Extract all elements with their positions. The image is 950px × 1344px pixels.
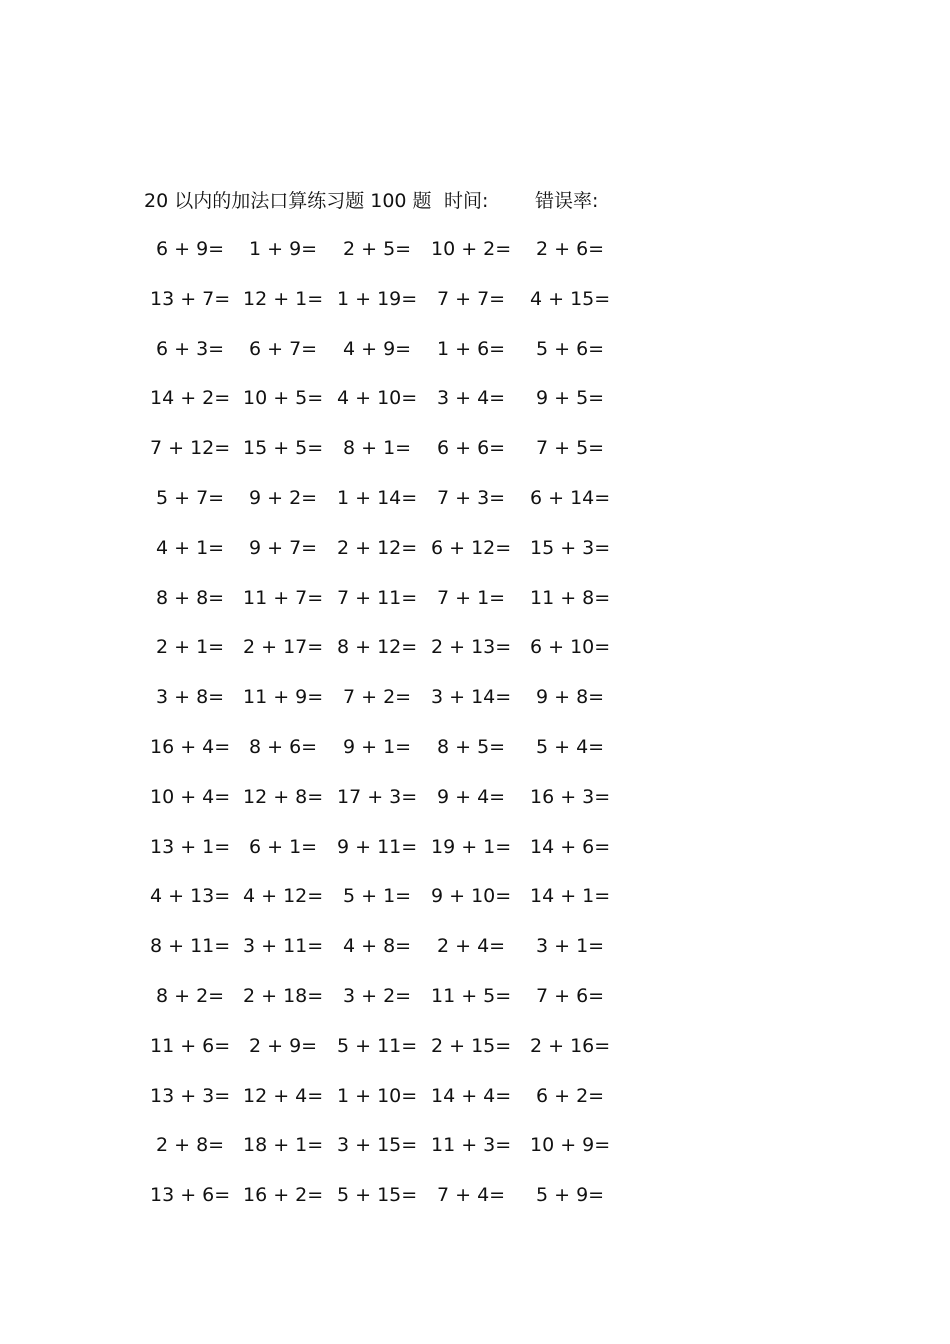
problem-item: 3 + 11= xyxy=(243,935,324,958)
problem-item: 2 + 13= xyxy=(431,636,512,659)
problem-item: 5 + 15= xyxy=(337,1184,418,1207)
problem-item: 3 + 15= xyxy=(337,1134,418,1157)
problem-item: 17 + 3= xyxy=(337,785,418,808)
problem-item: 11 + 5= xyxy=(431,985,512,1007)
problem-item: 6 + 9= xyxy=(156,238,225,260)
problem-item: 4 + 15= xyxy=(530,287,611,310)
problem-item: 4 + 1= xyxy=(156,536,225,559)
problem-row xyxy=(0,1031,950,1061)
problem-item: 15 + 3= xyxy=(530,536,611,559)
problem-item: 11 + 9= xyxy=(243,686,324,709)
problem-item: 13 + 6= xyxy=(150,1184,231,1207)
problem-item: 16 + 4= xyxy=(150,736,231,758)
problem-item: 6 + 10= xyxy=(530,636,611,659)
problem-item: 7 + 4= xyxy=(437,1184,506,1207)
problem-row xyxy=(0,284,950,314)
problem-item: 5 + 4= xyxy=(536,736,605,758)
problem-item: 8 + 2= xyxy=(156,985,225,1007)
problem-item: 1 + 14= xyxy=(337,487,418,509)
problem-item: 7 + 5= xyxy=(536,437,605,460)
problem-item: 5 + 7= xyxy=(156,487,225,509)
time-label: 时间: xyxy=(444,190,489,212)
problem-item: 2 + 4= xyxy=(437,935,506,958)
problem-item: 6 + 6= xyxy=(437,437,506,460)
problem-item: 9 + 4= xyxy=(437,785,506,808)
problem-item: 2 + 15= xyxy=(431,1034,512,1057)
problem-item: 4 + 10= xyxy=(337,387,418,410)
problem-item: 2 + 8= xyxy=(156,1134,225,1157)
problem-item: 8 + 8= xyxy=(156,586,225,609)
problem-item: 2 + 16= xyxy=(530,1034,611,1057)
problem-item: 16 + 2= xyxy=(243,1184,324,1207)
problem-item: 11 + 7= xyxy=(243,586,324,609)
problem-item: 9 + 2= xyxy=(249,487,318,509)
problem-row xyxy=(0,931,950,961)
problem-item: 5 + 9= xyxy=(536,1184,605,1207)
problem-item: 12 + 8= xyxy=(243,785,324,808)
problem-item: 1 + 10= xyxy=(337,1084,418,1107)
problem-item: 2 + 17= xyxy=(243,636,324,659)
problem-item: 5 + 6= xyxy=(536,337,605,360)
problem-item: 2 + 9= xyxy=(249,1034,318,1057)
problem-item: 6 + 2= xyxy=(536,1084,605,1107)
problem-row xyxy=(0,682,950,712)
problem-item: 12 + 1= xyxy=(243,287,324,310)
problem-item: 3 + 2= xyxy=(343,985,412,1007)
problem-item: 1 + 6= xyxy=(437,337,506,360)
problem-item: 16 + 3= xyxy=(530,785,611,808)
problem-item: 9 + 5= xyxy=(536,387,605,410)
problem-item: 9 + 1= xyxy=(343,736,412,758)
problem-item: 9 + 7= xyxy=(249,536,318,559)
problem-item: 9 + 11= xyxy=(337,835,418,858)
problem-item: 11 + 3= xyxy=(431,1134,512,1157)
problem-row xyxy=(0,234,950,264)
problem-item: 11 + 6= xyxy=(150,1034,231,1057)
worksheet-title: 20 以内的加法口算练习题 100 题 xyxy=(144,190,432,212)
problem-item: 4 + 12= xyxy=(243,885,324,908)
problem-item: 12 + 4= xyxy=(243,1084,324,1107)
problem-item: 14 + 2= xyxy=(150,387,231,410)
problem-item: 13 + 3= xyxy=(150,1084,231,1107)
problem-item: 3 + 8= xyxy=(156,686,225,709)
problem-item: 3 + 4= xyxy=(437,387,506,410)
problem-item: 2 + 6= xyxy=(536,238,605,260)
problem-item: 6 + 14= xyxy=(530,487,611,509)
problem-item: 8 + 5= xyxy=(437,736,506,758)
problem-item: 11 + 8= xyxy=(530,586,611,609)
problem-item: 6 + 7= xyxy=(249,337,318,360)
problem-row xyxy=(0,583,950,613)
problem-item: 13 + 7= xyxy=(150,287,231,310)
problem-item: 10 + 9= xyxy=(530,1134,611,1157)
problem-row xyxy=(0,1081,950,1111)
problem-item: 10 + 5= xyxy=(243,387,324,410)
problem-item: 8 + 6= xyxy=(249,736,318,758)
problem-row xyxy=(0,383,950,413)
problem-item: 10 + 2= xyxy=(431,238,512,260)
problem-item: 14 + 6= xyxy=(530,835,611,858)
problem-item: 9 + 8= xyxy=(536,686,605,709)
problem-item: 2 + 12= xyxy=(337,536,418,559)
problem-item: 8 + 1= xyxy=(343,437,412,460)
problem-item: 2 + 1= xyxy=(156,636,225,659)
problem-row xyxy=(0,881,950,911)
error-rate-label: 错误率: xyxy=(535,190,599,212)
problem-item: 2 + 18= xyxy=(243,985,324,1007)
problem-item: 6 + 1= xyxy=(249,835,318,858)
problem-row xyxy=(0,732,950,762)
problem-item: 10 + 4= xyxy=(150,785,231,808)
problem-item: 8 + 12= xyxy=(337,636,418,659)
problem-row xyxy=(0,832,950,862)
problem-item: 7 + 7= xyxy=(437,287,506,310)
problem-item: 13 + 1= xyxy=(150,835,231,858)
problem-row xyxy=(0,433,950,463)
problem-item: 7 + 1= xyxy=(437,586,506,609)
problem-row xyxy=(0,483,950,513)
problem-item: 6 + 12= xyxy=(431,536,512,559)
problem-item: 7 + 12= xyxy=(150,437,231,460)
problem-row xyxy=(0,782,950,812)
problem-row xyxy=(0,1180,950,1210)
problem-item: 2 + 5= xyxy=(343,238,412,260)
problem-item: 7 + 6= xyxy=(536,985,605,1007)
problem-item: 3 + 14= xyxy=(431,686,512,709)
problem-item: 5 + 11= xyxy=(337,1034,418,1057)
problem-item: 7 + 3= xyxy=(437,487,506,509)
problem-item: 14 + 1= xyxy=(530,885,611,908)
problem-row xyxy=(0,533,950,563)
problem-item: 19 + 1= xyxy=(431,835,512,858)
problem-item: 9 + 10= xyxy=(431,885,512,908)
problem-row xyxy=(0,1130,950,1160)
problem-item: 7 + 2= xyxy=(343,686,412,709)
problem-item: 14 + 4= xyxy=(431,1084,512,1107)
problem-row xyxy=(0,334,950,364)
problem-item: 7 + 11= xyxy=(337,586,418,609)
problem-item: 1 + 9= xyxy=(249,238,318,260)
problem-row xyxy=(0,981,950,1011)
problem-item: 4 + 13= xyxy=(150,885,231,908)
problem-item: 4 + 8= xyxy=(343,935,412,958)
problem-item: 5 + 1= xyxy=(343,885,412,908)
problem-row xyxy=(0,632,950,662)
problem-item: 6 + 3= xyxy=(156,337,225,360)
problem-item: 8 + 11= xyxy=(150,935,231,958)
problem-item: 18 + 1= xyxy=(243,1134,324,1157)
problem-item: 1 + 19= xyxy=(337,287,418,310)
problem-item: 15 + 5= xyxy=(243,437,324,460)
problem-item: 4 + 9= xyxy=(343,337,412,360)
problem-item: 3 + 1= xyxy=(536,935,605,958)
